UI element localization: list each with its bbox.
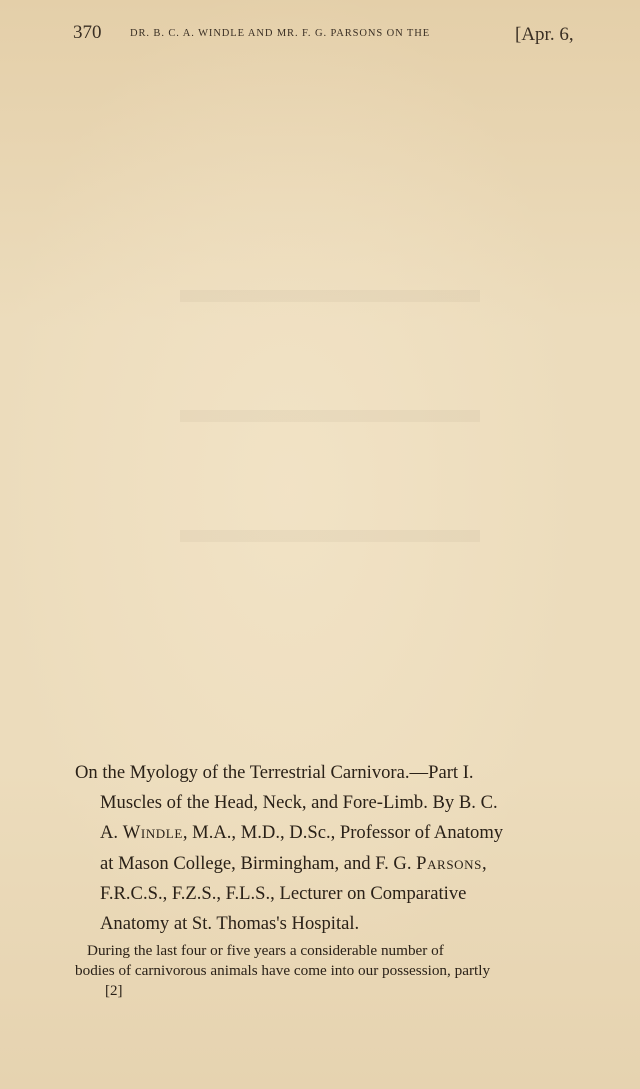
title-line-4-prefix: at Mason College, Birmingham, and F. G. (100, 852, 417, 874)
header-date: [Apr. 6, (515, 24, 574, 45)
title-line-5: F.R.C.S., F.Z.S., F.L.S., Lecturer on Comparative (100, 882, 467, 904)
page-header (0, 18, 640, 52)
title-line-3-suffix: , M.A., M.D., D.Sc., Professor of Anatomy (182, 822, 504, 844)
body-line-1: During the last four or five years a considerable number of (87, 942, 444, 959)
author-name-windle: Windle (122, 822, 183, 844)
title-line-4 (75, 849, 580, 879)
title-line-2: Muscles of the Head, Neck, and Fore-Limb. By B. C. (100, 792, 498, 814)
page-number: 370 (73, 22, 102, 43)
author-name-parsons: Parsons (416, 852, 482, 874)
title-line-3 (75, 818, 580, 848)
title-line-4-suffix: , (481, 852, 487, 874)
signature-mark: [2] (105, 983, 123, 999)
body-line-2: bodies of carnivorous animals have come into our possession, partly (75, 961, 491, 979)
show-through-bleed (180, 230, 480, 630)
title-line-1: On the Myology of the Terrestrial Carnivora.—Part I. (75, 762, 474, 783)
running-head: DR. B. C. A. WINDLE AND MR. F. G. PARSONS ON THE (130, 28, 431, 39)
title-line-6: Anatomy at St. Thomas's Hospital. (100, 913, 360, 935)
title-line-3-prefix: A. (100, 822, 123, 844)
paper-title-block (75, 758, 580, 939)
body-paragraph (75, 941, 580, 980)
